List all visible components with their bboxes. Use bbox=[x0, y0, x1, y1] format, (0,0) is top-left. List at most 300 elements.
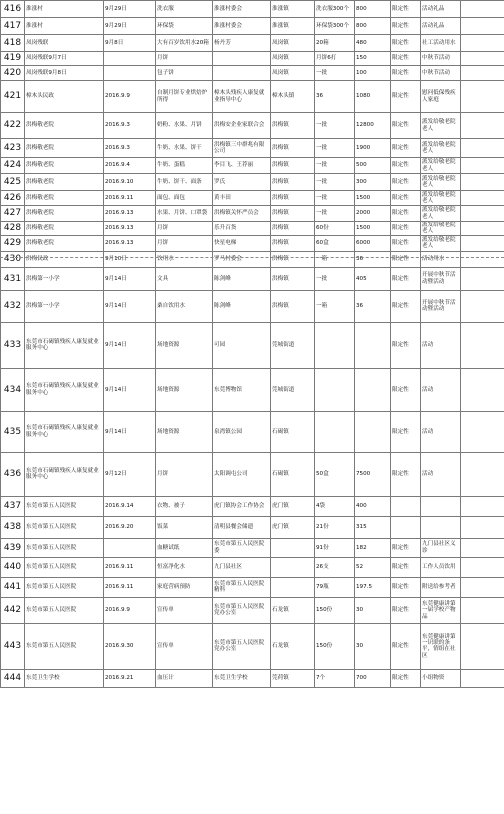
cell-no: 437 bbox=[1, 496, 25, 516]
table-row bbox=[1, 496, 504, 516]
cell-mode: 限定性 bbox=[391, 411, 421, 452]
cell-mode: 限定性 bbox=[391, 557, 421, 577]
cell-place: 洪梅镇 bbox=[271, 222, 315, 236]
cell-donor: 九门县社区 bbox=[213, 557, 271, 577]
cell-item: 自制月饼专业烘焙炉所得 bbox=[156, 81, 213, 113]
cell-empty bbox=[461, 452, 504, 496]
cell-place: 洪梅镇 bbox=[271, 235, 315, 251]
cell-no: 431 bbox=[1, 267, 25, 290]
cell-place: 莞城街道 bbox=[271, 322, 315, 368]
cell-place: 洪梅镇 bbox=[271, 139, 315, 158]
cell-item: 月饼 bbox=[156, 52, 213, 66]
cell-purpose: 中秋节活动 bbox=[421, 52, 461, 66]
cell-qty: 一批 bbox=[315, 158, 355, 174]
cell-donor: 东莞博物馆 bbox=[213, 368, 271, 411]
cell-no: 438 bbox=[1, 516, 25, 538]
cell-qty: 洗衣服300个 bbox=[315, 1, 355, 18]
cell-empty bbox=[461, 267, 504, 290]
cell-org: 洪梅敬老院 bbox=[25, 158, 104, 174]
cell-org: 淮涨村 bbox=[25, 18, 104, 35]
cell-place: 虎门镇 bbox=[271, 516, 315, 538]
cell-purpose: 活动用水 bbox=[421, 251, 461, 267]
cell-place: 洪梅镇 bbox=[271, 251, 315, 267]
cell-org: 东莞市第五人民医院 bbox=[25, 538, 104, 557]
cell-item: 环保袋 bbox=[156, 18, 213, 35]
cell-donor: 罗马村委会 bbox=[213, 251, 271, 267]
cell-item: 月饼 bbox=[156, 452, 213, 496]
cell-purpose: 派发给敬老院老人 bbox=[421, 235, 461, 251]
cell-place: 洪梅镇 bbox=[271, 113, 315, 139]
cell-qty: 91份 bbox=[315, 538, 355, 557]
cell-purpose bbox=[421, 516, 461, 538]
cell-no: 439 bbox=[1, 538, 25, 557]
cell-purpose: 工作人员饮用 bbox=[421, 557, 461, 577]
cell-org: 凤岗残联9月8日 bbox=[25, 66, 104, 81]
cell-place: 莞荷镇 bbox=[271, 669, 315, 687]
cell-purpose: 东莞健康讲第一识联的条平，情组在社区 bbox=[421, 623, 461, 669]
table-row bbox=[1, 35, 504, 52]
cell-date: 2016.9.10 bbox=[104, 174, 156, 191]
table-row bbox=[1, 557, 504, 577]
cell-date: 9月14日 bbox=[104, 322, 156, 368]
cell-date: 2016.9.13 bbox=[104, 206, 156, 222]
cell-no: 432 bbox=[1, 290, 25, 322]
cell-no: 433 bbox=[1, 322, 25, 368]
cell-mode bbox=[391, 516, 421, 538]
cell-date bbox=[104, 538, 156, 557]
table-row bbox=[1, 206, 504, 222]
cell-mode: 限定性 bbox=[391, 191, 421, 206]
cell-date: 9月8日 bbox=[104, 35, 156, 52]
cell-place: 樟木头镇 bbox=[271, 81, 315, 113]
cell-donor: 李目飞、王荐丽 bbox=[213, 158, 271, 174]
cell-empty bbox=[461, 113, 504, 139]
cell-donor bbox=[213, 66, 271, 81]
cell-mode: 限定性 bbox=[391, 577, 421, 597]
cell-no: 436 bbox=[1, 452, 25, 496]
cell-no: 430 bbox=[1, 251, 25, 267]
cell-place: 石龙镇 bbox=[271, 597, 315, 623]
cell-empty bbox=[461, 623, 504, 669]
cell-donor: 杨丹芳 bbox=[213, 35, 271, 52]
cell-mode: 限定性 bbox=[391, 597, 421, 623]
table-row bbox=[1, 81, 504, 113]
cell-empty bbox=[461, 557, 504, 577]
cell-purpose: 活动礼品 bbox=[421, 1, 461, 18]
cell-no: 429 bbox=[1, 235, 25, 251]
cell-mode: 限定性 bbox=[391, 669, 421, 687]
cell-no: 440 bbox=[1, 557, 25, 577]
table-row bbox=[1, 1, 504, 18]
cell-donor: 罗氏 bbox=[213, 174, 271, 191]
cell-value: 1080 bbox=[355, 81, 391, 113]
cell-org: 洪梅民政 bbox=[25, 251, 104, 267]
cell-place: 石碣镇 bbox=[271, 452, 315, 496]
cell-value: 7500 bbox=[355, 452, 391, 496]
cell-no: 435 bbox=[1, 411, 25, 452]
cell-date: 9月14日 bbox=[104, 411, 156, 452]
cell-date: 9月29日 bbox=[104, 18, 156, 35]
cell-mode: 限定性 bbox=[391, 368, 421, 411]
cell-place: 洪梅镇 bbox=[271, 267, 315, 290]
cell-no: 422 bbox=[1, 113, 25, 139]
table-row bbox=[1, 18, 504, 35]
table-row bbox=[1, 191, 504, 206]
cell-place: 洪梅镇 bbox=[271, 158, 315, 174]
cell-value: 30 bbox=[355, 623, 391, 669]
cell-mode: 限定性 bbox=[391, 322, 421, 368]
cell-empty bbox=[461, 81, 504, 113]
cell-empty bbox=[461, 538, 504, 557]
cell-purpose: 活动 bbox=[421, 322, 461, 368]
cell-date bbox=[104, 66, 156, 81]
cell-value: 100 bbox=[355, 66, 391, 81]
cell-empty bbox=[461, 496, 504, 516]
cell-qty: 一批 bbox=[315, 191, 355, 206]
cell-value bbox=[355, 411, 391, 452]
cell-qty: 一箱 bbox=[315, 290, 355, 322]
cell-empty bbox=[461, 66, 504, 81]
cell-date: 2016.9.9 bbox=[104, 597, 156, 623]
cell-empty bbox=[461, 222, 504, 236]
cell-value: 1500 bbox=[355, 191, 391, 206]
cell-org: 东莞市第五人民医院 bbox=[25, 557, 104, 577]
cell-place: 淮涨镇 bbox=[271, 18, 315, 35]
cell-empty bbox=[461, 52, 504, 66]
cell-purpose: 社工活动用水 bbox=[421, 35, 461, 52]
cell-qty: 60盒 bbox=[315, 235, 355, 251]
cell-no: 444 bbox=[1, 669, 25, 687]
cell-empty bbox=[461, 669, 504, 687]
cell-qty: 一批 bbox=[315, 174, 355, 191]
cell-place: 石碣镇 bbox=[271, 411, 315, 452]
cell-qty: 一批 bbox=[315, 113, 355, 139]
cell-no: 426 bbox=[1, 191, 25, 206]
cell-mode: 限定性 bbox=[391, 235, 421, 251]
cell-date: 2016.9.3 bbox=[104, 113, 156, 139]
cell-place: 凤岗镇 bbox=[271, 52, 315, 66]
cell-purpose: 开展中秋节活动暨活动 bbox=[421, 267, 461, 290]
cell-qty: 50盒 bbox=[315, 452, 355, 496]
cell-purpose bbox=[421, 496, 461, 516]
cell-place: 石龙镇 bbox=[271, 623, 315, 669]
cell-empty bbox=[461, 597, 504, 623]
cell-org: 东莞市第五人民医院 bbox=[25, 496, 104, 516]
cell-empty bbox=[461, 368, 504, 411]
cell-value: 800 bbox=[355, 1, 391, 18]
cell-place: 淮涨镇 bbox=[271, 1, 315, 18]
table-row bbox=[1, 158, 504, 174]
cell-value: 182 bbox=[355, 538, 391, 557]
cell-mode: 限定性 bbox=[391, 251, 421, 267]
cell-qty: 环保袋300个 bbox=[315, 18, 355, 35]
cell-org: 东莞市石碣镇残疾人康复就业服务中心 bbox=[25, 411, 104, 452]
cell-date: 2016.9.11 bbox=[104, 577, 156, 597]
cell-item: 场地资源 bbox=[156, 322, 213, 368]
cell-no: 418 bbox=[1, 35, 25, 52]
cell-item: 面包、面包 bbox=[156, 191, 213, 206]
cell-donor: 东莞市第五人民医院委 bbox=[213, 538, 271, 557]
cell-value: 36 bbox=[355, 251, 391, 267]
cell-no: 425 bbox=[1, 174, 25, 191]
cell-place: 虎门镇 bbox=[271, 496, 315, 516]
cell-value: 400 bbox=[355, 496, 391, 516]
cell-donor: 东莞市第五人民医院精科 bbox=[213, 577, 271, 597]
cell-donor: 可园 bbox=[213, 322, 271, 368]
table-row bbox=[1, 538, 504, 557]
table-row bbox=[1, 669, 504, 687]
cell-value: 2000 bbox=[355, 206, 391, 222]
table-row bbox=[1, 290, 504, 322]
cell-empty bbox=[461, 411, 504, 452]
cell-donor: 陈剑峰 bbox=[213, 290, 271, 322]
cell-qty: 一箱 bbox=[315, 251, 355, 267]
cell-date: 2016.9.3 bbox=[104, 139, 156, 158]
cell-date: 2016.9.11 bbox=[104, 191, 156, 206]
cell-item: 饭菜 bbox=[156, 516, 213, 538]
cell-donor: 东莞卫生学校 bbox=[213, 669, 271, 687]
cell-purpose: 派发给敬老院老人 bbox=[421, 139, 461, 158]
cell-empty bbox=[461, 191, 504, 206]
cell-org: 洪梅敬老院 bbox=[25, 206, 104, 222]
cell-qty: 26支 bbox=[315, 557, 355, 577]
cell-value: 1500 bbox=[355, 222, 391, 236]
table-row bbox=[1, 322, 504, 368]
cell-value bbox=[355, 322, 391, 368]
cell-mode: 限定性 bbox=[391, 66, 421, 81]
table-row bbox=[1, 174, 504, 191]
cell-qty bbox=[315, 411, 355, 452]
cell-mode: 限定性 bbox=[391, 52, 421, 66]
cell-empty bbox=[461, 18, 504, 35]
cell-mode: 限定性 bbox=[391, 206, 421, 222]
cell-place: 凤岗镇 bbox=[271, 35, 315, 52]
cell-mode: 限定性 bbox=[391, 18, 421, 35]
cell-date: 9月14日 bbox=[104, 267, 156, 290]
cell-no: 443 bbox=[1, 623, 25, 669]
cell-org: 洪梅敬老院 bbox=[25, 139, 104, 158]
cell-qty: 月饼6打 bbox=[315, 52, 355, 66]
cell-item: 文具 bbox=[156, 267, 213, 290]
cell-item: 月饼 bbox=[156, 235, 213, 251]
cell-purpose: 慰问低保残疾人家庭 bbox=[421, 81, 461, 113]
cell-empty bbox=[461, 516, 504, 538]
cell-date: 9月12日 bbox=[104, 452, 156, 496]
cell-date: 2016.9.13 bbox=[104, 235, 156, 251]
cell-purpose: 开展中秋节活动暨活动 bbox=[421, 290, 461, 322]
cell-empty bbox=[461, 158, 504, 174]
cell-no: 423 bbox=[1, 139, 25, 158]
cell-qty: 4袋 bbox=[315, 496, 355, 516]
cell-donor: 东莞市第五人民医院党办公室 bbox=[213, 623, 271, 669]
cell-mode: 限定性 bbox=[391, 623, 421, 669]
table-row bbox=[1, 577, 504, 597]
cell-date: 2016.9.30 bbox=[104, 623, 156, 669]
cell-qty: 一批 bbox=[315, 206, 355, 222]
cell-empty bbox=[461, 235, 504, 251]
cell-no: 421 bbox=[1, 81, 25, 113]
cell-value: 800 bbox=[355, 18, 391, 35]
cell-no: 442 bbox=[1, 597, 25, 623]
cell-org: 凤岗残联 bbox=[25, 35, 104, 52]
cell-donor: 陈剑峰 bbox=[213, 267, 271, 290]
cell-org: 东莞市第五人民医院 bbox=[25, 623, 104, 669]
cell-org: 东莞市第五人民医院 bbox=[25, 516, 104, 538]
cell-qty: 36 bbox=[315, 81, 355, 113]
cell-org: 东莞市石碣镇残疾人康复就业服务中心 bbox=[25, 322, 104, 368]
cell-donor: 东莞市第五人民医院党办公室 bbox=[213, 597, 271, 623]
cell-org: 洪梅第一小学 bbox=[25, 290, 104, 322]
cell-value: 197.5 bbox=[355, 577, 391, 597]
cell-org: 东莞市石碣镇残疾人康复就业服务中心 bbox=[25, 452, 104, 496]
table-row bbox=[1, 452, 504, 496]
cell-date: 2016.9.21 bbox=[104, 669, 156, 687]
cell-date: 2016.9.9 bbox=[104, 81, 156, 113]
cell-value: 500 bbox=[355, 158, 391, 174]
cell-purpose: 派发给敬老院老人 bbox=[421, 191, 461, 206]
cell-mode: 限定性 bbox=[391, 174, 421, 191]
cell-purpose: 活动 bbox=[421, 411, 461, 452]
cell-value: 150 bbox=[355, 52, 391, 66]
cell-item: 大有百岁饮用水20箱 bbox=[156, 35, 213, 52]
table-row bbox=[1, 368, 504, 411]
cell-no: 417 bbox=[1, 18, 25, 35]
cell-donor: 太阳调屯公司 bbox=[213, 452, 271, 496]
cell-item: 牛奶、水果、饼干 bbox=[156, 139, 213, 158]
cell-value: 12800 bbox=[355, 113, 391, 139]
table-row bbox=[1, 113, 504, 139]
cell-org: 洪梅敬老院 bbox=[25, 235, 104, 251]
cell-no: 416 bbox=[1, 1, 25, 18]
cell-no: 419 bbox=[1, 52, 25, 66]
cell-qty: 150份 bbox=[315, 597, 355, 623]
cell-empty bbox=[461, 1, 504, 18]
cell-mode: 限定性 bbox=[391, 113, 421, 139]
cell-org: 洪梅敬老院 bbox=[25, 222, 104, 236]
cell-empty bbox=[461, 251, 504, 267]
cell-empty bbox=[461, 290, 504, 322]
cell-qty: 79瓶 bbox=[315, 577, 355, 597]
cell-date: 9月10日 bbox=[104, 251, 156, 267]
cell-place: 洪梅镇 bbox=[271, 290, 315, 322]
cell-donor: 虎门镇协会工作协会 bbox=[213, 496, 271, 516]
cell-qty bbox=[315, 368, 355, 411]
cell-date: 2016.9.20 bbox=[104, 516, 156, 538]
cell-place: 洪梅镇 bbox=[271, 206, 315, 222]
cell-no: 428 bbox=[1, 222, 25, 236]
cell-value: 480 bbox=[355, 35, 391, 52]
table-row bbox=[1, 267, 504, 290]
cell-item: 宣传单 bbox=[156, 597, 213, 623]
cell-org: 东莞卫生学校 bbox=[25, 669, 104, 687]
cell-place: 莞城街道 bbox=[271, 368, 315, 411]
table-row bbox=[1, 516, 504, 538]
cell-purpose: 附送给参考者 bbox=[421, 577, 461, 597]
table-row bbox=[1, 66, 504, 81]
table-row bbox=[1, 52, 504, 66]
cell-donor: 樟木头残疾人康复就业指导中心 bbox=[213, 81, 271, 113]
cell-item: 场地资源 bbox=[156, 411, 213, 452]
cell-purpose: 活动 bbox=[421, 368, 461, 411]
cell-purpose: 中秋节活动 bbox=[421, 66, 461, 81]
cell-date bbox=[104, 52, 156, 66]
cell-purpose: 派发给敬老院老人 bbox=[421, 222, 461, 236]
cell-no: 427 bbox=[1, 206, 25, 222]
cell-date: 2016.9.4 bbox=[104, 158, 156, 174]
cell-purpose: 小组物资 bbox=[421, 669, 461, 687]
cell-empty bbox=[461, 139, 504, 158]
cell-empty bbox=[461, 577, 504, 597]
cell-qty: 7个 bbox=[315, 669, 355, 687]
cell-item: 包子饼 bbox=[156, 66, 213, 81]
cell-donor bbox=[213, 52, 271, 66]
cell-donor: 洪梅镇关怀严员会 bbox=[213, 206, 271, 222]
cell-mode bbox=[391, 496, 421, 516]
cell-donor: 快星电梯 bbox=[213, 235, 271, 251]
cell-qty: 150份 bbox=[315, 623, 355, 669]
cell-org: 洪梅敬老院 bbox=[25, 113, 104, 139]
cell-mode: 限定性 bbox=[391, 290, 421, 322]
cell-donor: 洪梅安企业家联合会 bbox=[213, 113, 271, 139]
cell-org: 樟木头民政 bbox=[25, 81, 104, 113]
page-break-line bbox=[0, 257, 504, 258]
cell-org: 东莞市石碣镇残疾人康复就业服务中心 bbox=[25, 368, 104, 411]
cell-value: 700 bbox=[355, 669, 391, 687]
cell-value: 405 bbox=[355, 267, 391, 290]
cell-donor: 淮涨村委会 bbox=[213, 18, 271, 35]
cell-purpose: 派发给敬老院老人 bbox=[421, 206, 461, 222]
cell-date: 2016.9.14 bbox=[104, 496, 156, 516]
cell-purpose: 东莞健康讲第一届学校产物品 bbox=[421, 597, 461, 623]
table-row bbox=[1, 411, 504, 452]
table-row bbox=[1, 235, 504, 251]
cell-purpose: 活动 bbox=[421, 452, 461, 496]
cell-org: 洪梅敬老院 bbox=[25, 191, 104, 206]
cell-org: 洪梅敬老院 bbox=[25, 174, 104, 191]
cell-value: 30 bbox=[355, 597, 391, 623]
cell-place bbox=[271, 538, 315, 557]
cell-mode: 限定性 bbox=[391, 222, 421, 236]
cell-date: 9月29日 bbox=[104, 1, 156, 18]
cell-date: 9月14日 bbox=[104, 290, 156, 322]
cell-item: 牛奶、饼干、面条 bbox=[156, 174, 213, 191]
cell-item: 血糖试纸 bbox=[156, 538, 213, 557]
cell-item: 宣传单 bbox=[156, 623, 213, 669]
cell-item: 血压计 bbox=[156, 669, 213, 687]
cell-org: 洪梅第一小学 bbox=[25, 267, 104, 290]
cell-donor: 黄丰田 bbox=[213, 191, 271, 206]
cell-item: 月饼 bbox=[156, 222, 213, 236]
cell-item: 家庭营病预防 bbox=[156, 577, 213, 597]
table-row bbox=[1, 623, 504, 669]
cell-no: 434 bbox=[1, 368, 25, 411]
cell-qty: 21份 bbox=[315, 516, 355, 538]
cell-purpose: 派发给敬老院老人 bbox=[421, 113, 461, 139]
cell-empty bbox=[461, 174, 504, 191]
cell-place: 凤岗镇 bbox=[271, 66, 315, 81]
cell-purpose: 派发给敬老院老人 bbox=[421, 158, 461, 174]
cell-item: 恒富净化水 bbox=[156, 557, 213, 577]
cell-date: 2016.9.11 bbox=[104, 557, 156, 577]
cell-date: 9月14日 bbox=[104, 368, 156, 411]
cell-donor: 泉湾镇公园 bbox=[213, 411, 271, 452]
cell-item: 洗衣服 bbox=[156, 1, 213, 18]
cell-purpose: 派发给敬老院老人 bbox=[421, 174, 461, 191]
cell-empty bbox=[461, 206, 504, 222]
cell-no: 424 bbox=[1, 158, 25, 174]
cell-qty: 60份 bbox=[315, 222, 355, 236]
cell-empty bbox=[461, 322, 504, 368]
